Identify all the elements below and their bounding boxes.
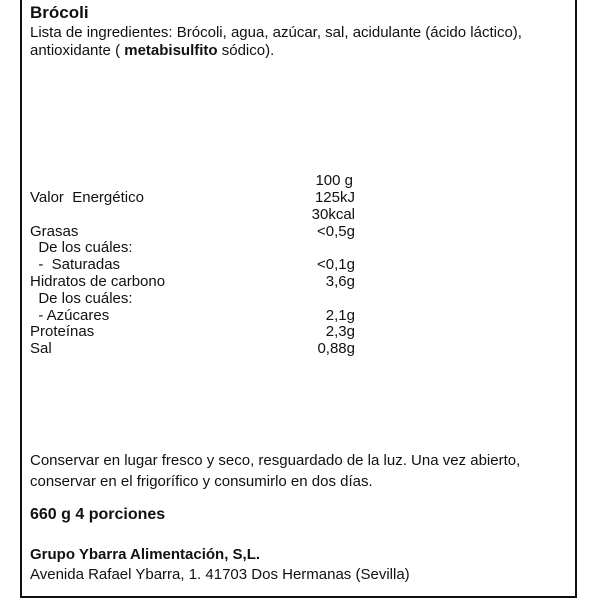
nutrition-row-label: De los cuáles: — [30, 289, 133, 307]
nutrition-row-value: <0,5g — [317, 222, 355, 240]
company-address: Avenida Rafael Ybarra, 1. 41703 Dos Hermanas (Sevilla) — [30, 566, 410, 583]
nutrition-row-label: De los cuáles: — [30, 239, 133, 257]
nutrition-row-label: Hidratos de carbono — [30, 273, 166, 290]
nutrition-row-value: 125kJ — [314, 189, 355, 206]
company-name: Grupo Ybarra Alimentación, S,L. — [30, 546, 261, 563]
nutrition-row-value: 2,3g — [325, 323, 355, 341]
nutrition-row-label: - Azúcares — [30, 306, 110, 324]
product-name: Brócoli — [30, 3, 89, 22]
nutrition-row-value: 30kcal — [311, 205, 355, 223]
net-weight: 660 g 4 porciones — [30, 506, 166, 523]
nutrition-row-value: <0,1g — [317, 256, 355, 274]
nutrition-row-value: 3,6g — [325, 273, 355, 290]
storage-instructions: Conservar en lugar fresco y seco, resguardado de la luz. Una vez abierto, conservar en el frigorífico y consumirlo en dos días. — [30, 452, 521, 490]
ingredients-allergen: metabisulfito — [124, 42, 218, 59]
ingredients-text: Lista de ingredientes: Brócoli, agua, azúcar, sal, acidulante (ácido láctico), antioxidante ( — [30, 24, 522, 59]
nutrition-row-label: Sal — [30, 340, 52, 358]
per-100g-label: 100 g — [315, 172, 353, 189]
ingredients-text-end: sódico). — [217, 42, 275, 59]
nutrition-row-label: Proteínas — [30, 323, 95, 341]
nutrition-row-label: Valor Energético — [30, 189, 144, 206]
nutrition-row-label: - Saturadas — [30, 256, 121, 274]
nutrition-row-value: 0,88g — [317, 340, 355, 358]
ingredients-list — [30, 24, 550, 60]
nutrition-row-label: Grasas — [30, 222, 79, 240]
nutrition-row-value: 2,1g — [325, 306, 355, 324]
